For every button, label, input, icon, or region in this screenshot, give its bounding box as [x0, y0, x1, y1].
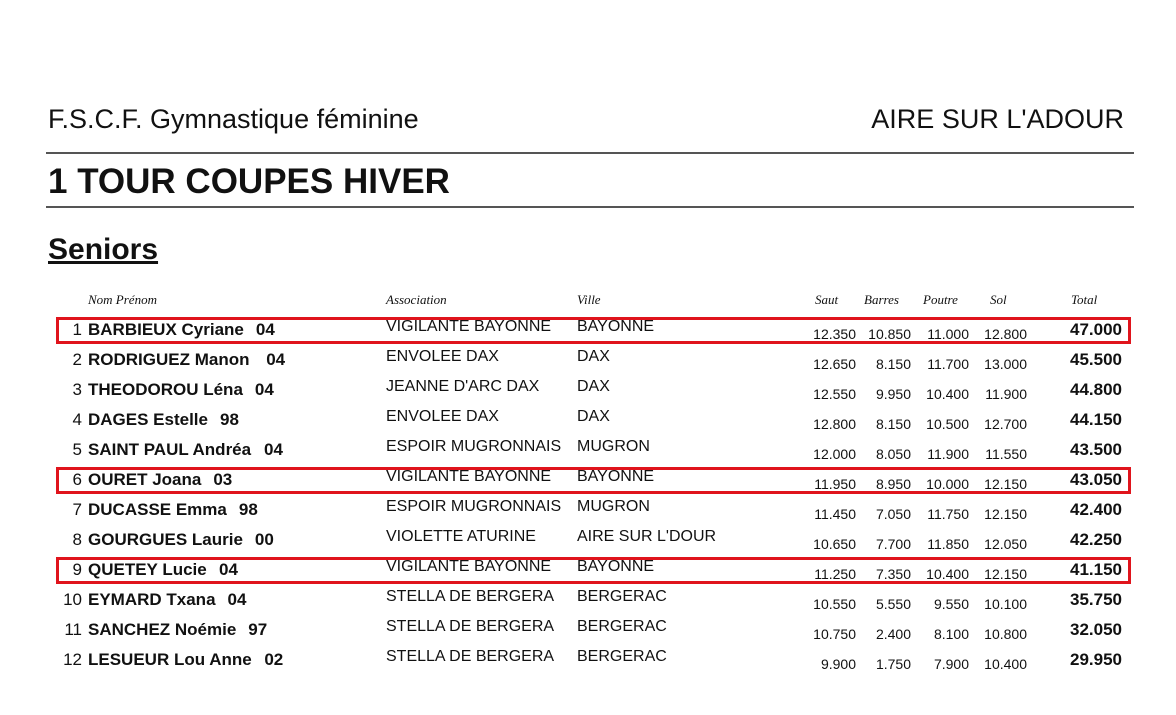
name-cell: RODRIGUEZ Manon [88, 350, 250, 369]
name-cell: DUCASSE Emma [88, 500, 227, 519]
birth-year-cell: 04 [219, 560, 238, 579]
poutre-score: 11.850 [927, 536, 969, 552]
poutre-score: 10.400 [926, 386, 969, 402]
category-heading: Seniors [48, 233, 159, 266]
table-row: 4 DAGES Estelle 98 ENVOLEE DAX DAX 12.800 8.150 10.500 12.700 44.150 [72, 408, 1122, 432]
barres-score: 7.700 [875, 536, 911, 552]
col-header-ville: Ville [577, 292, 601, 307]
sol-score: 12.800 [984, 326, 1027, 342]
ville-cell: DAX [577, 348, 610, 365]
name-cell: SANCHEZ Noémie [88, 620, 237, 639]
barres-score: 9.950 [875, 386, 911, 402]
total-score: 43.050 [1070, 470, 1122, 489]
col-header-poutre: Poutre [923, 292, 958, 307]
association-cell: ESPOIR MUGRONNAIS [386, 498, 562, 515]
total-score: 42.400 [1070, 500, 1122, 519]
association-cell: STELLA DE BERGERA [386, 588, 555, 605]
ville-cell: BAYONNE [577, 318, 655, 335]
header-divider-top [46, 152, 1134, 154]
poutre-score: 10.500 [926, 416, 969, 432]
competition-title: 1 TOUR COUPES HIVER [48, 162, 450, 201]
association-cell: VIOLETTE ATURINE [386, 528, 536, 545]
saut-score: 11.450 [814, 506, 856, 522]
ville-cell: DAX [577, 378, 610, 395]
saut-score: 10.750 [813, 626, 856, 642]
poutre-score: 11.700 [927, 356, 969, 372]
table-row: 8 GOURGUES Laurie 00 VIOLETTE ATURINE AIRE SUR L'DOUR 10.650 7.700 11.850 12.050 42.250 [72, 528, 1122, 552]
total-score: 29.950 [1070, 650, 1122, 669]
header-divider-bottom [46, 206, 1134, 208]
total-score: 35.750 [1070, 590, 1122, 609]
table-row: 10 EYMARD Txana 04 STELLA DE BERGERA BERGERAC 10.550 5.550 9.550 10.100 35.750 [63, 588, 1122, 612]
name-cell: OURET Joana [88, 470, 202, 489]
poutre-score: 11.750 [927, 506, 969, 522]
name-cell: QUETEY Lucie [88, 560, 207, 579]
poutre-score: 10.400 [926, 566, 969, 582]
table-row: 12 LESUEUR Lou Anne 02 STELLA DE BERGERA BERGERAC 9.900 1.750 7.900 10.400 29.950 [63, 648, 1122, 672]
total-score: 41.150 [1070, 560, 1122, 579]
saut-score: 9.900 [820, 656, 856, 672]
barres-score: 8.150 [875, 416, 911, 432]
barres-score: 1.750 [875, 656, 911, 672]
poutre-score: 11.900 [927, 446, 969, 462]
federation-title: F.S.C.F. Gymnastique féminine [48, 104, 419, 134]
association-cell: VIGILANTE BAYONNE [386, 558, 552, 575]
birth-year-cell: 98 [238, 500, 258, 519]
association-cell: VIGILANTE BAYONNE [386, 468, 552, 485]
ville-cell: DAX [577, 408, 610, 425]
ville-cell: BERGERAC [577, 588, 667, 605]
total-score: 43.500 [1070, 440, 1122, 459]
sol-score: 11.900 [985, 386, 1027, 402]
poutre-score: 11.000 [927, 326, 969, 342]
sol-score: 12.150 [984, 506, 1027, 522]
name-cell: SAINT PAUL Andréa [88, 440, 252, 459]
barres-score: 10.850 [868, 326, 911, 342]
association-cell: ENVOLEE DAX [386, 348, 499, 365]
table-row: 9 QUETEY Lucie 04 VIGILANTE BAYONNE BAYONNE 11.250 7.350 10.400 12.150 41.150 [72, 558, 1122, 582]
name-cell: EYMARD Txana [88, 590, 216, 609]
saut-score: 10.650 [813, 536, 856, 552]
poutre-score: 7.900 [933, 656, 969, 672]
saut-score: 11.950 [814, 476, 856, 492]
ville-cell: AIRE SUR L'DOUR [577, 528, 717, 545]
saut-score: 10.550 [813, 596, 856, 612]
barres-score: 5.550 [875, 596, 911, 612]
sol-score: 12.050 [984, 536, 1027, 552]
table-row: 2 RODRIGUEZ Manon 04 ENVOLEE DAX DAX 12.650 8.150 11.700 13.000 45.500 [72, 348, 1122, 372]
barres-score: 7.350 [875, 566, 911, 582]
birth-year-cell: 04 [255, 320, 275, 339]
association-cell: ENVOLEE DAX [386, 408, 499, 425]
total-score: 44.800 [1070, 380, 1122, 399]
col-header-saut: Saut [815, 292, 839, 307]
ville-cell: BERGERAC [577, 648, 667, 665]
birth-year-cell: 04 [227, 590, 247, 609]
ville-cell: MUGRON [577, 438, 650, 455]
saut-score: 11.250 [814, 566, 856, 582]
name-cell: THEODOROU Léna [88, 380, 243, 399]
sol-score: 10.100 [984, 596, 1027, 612]
birth-year-cell: 98 [219, 410, 239, 429]
barres-score: 2.400 [875, 626, 911, 642]
location-title: AIRE SUR L'ADOUR [871, 104, 1124, 134]
name-cell: BARBIEUX Cyriane [88, 320, 244, 339]
saut-score: 12.000 [813, 446, 856, 462]
ville-cell: BAYONNE [577, 558, 655, 575]
birth-year-cell: 04 [254, 380, 274, 399]
total-score: 44.150 [1070, 410, 1122, 429]
col-header-sol: Sol [990, 292, 1007, 307]
birth-year-cell: 03 [213, 470, 233, 489]
sol-score: 11.550 [985, 446, 1027, 462]
table-row: 11 SANCHEZ Noémie 97 STELLA DE BERGERA BERGERAC 10.750 2.400 8.100 10.800 32.050 [64, 618, 1122, 642]
association-cell: STELLA DE BERGERA [386, 618, 555, 635]
col-header-association: Association [386, 292, 447, 307]
saut-score: 12.800 [813, 416, 856, 432]
saut-score: 12.650 [813, 356, 856, 372]
total-score: 32.050 [1070, 620, 1122, 639]
col-header-name: Nom Prénom [88, 292, 157, 307]
total-score: 45.500 [1070, 350, 1122, 369]
ville-cell: BAYONNE [577, 468, 655, 485]
saut-score: 12.550 [813, 386, 856, 402]
barres-score: 8.150 [875, 356, 911, 372]
poutre-score: 10.000 [926, 476, 969, 492]
birth-year-cell: 97 [248, 620, 268, 639]
birth-year-cell: 04 [264, 440, 283, 459]
total-score: 47.000 [1070, 320, 1122, 339]
ville-cell: BERGERAC [577, 618, 667, 635]
name-cell: GOURGUES Laurie [88, 530, 243, 549]
sol-score: 12.700 [984, 416, 1027, 432]
table-row: 1 BARBIEUX Cyriane 04 VIGILANTE BAYONNE BAYONNE 12.350 10.850 11.000 12.800 47.000 [72, 318, 1122, 342]
association-cell: ESPOIR MUGRONNAIS [386, 438, 562, 455]
name-cell: LESUEUR Lou Anne [88, 650, 252, 669]
association-cell: VIGILANTE BAYONNE [386, 318, 552, 335]
table-row: 5 SAINT PAUL Andréa 04 ESPOIR MUGRONNAIS MUGRON 12.000 8.050 11.900 11.550 43.500 [72, 438, 1122, 462]
birth-year-cell: 04 [266, 350, 286, 369]
table-row: 3 THEODOROU Léna 04 JEANNE D'ARC DAX DAX 12.550 9.950 10.400 11.900 44.800 [72, 378, 1122, 402]
sol-score: 10.800 [984, 626, 1027, 642]
sol-score: 12.150 [984, 566, 1027, 582]
saut-score: 12.350 [813, 326, 856, 342]
association-cell: JEANNE D'ARC DAX [386, 378, 540, 395]
barres-score: 8.050 [875, 446, 911, 462]
sol-score: 12.150 [984, 476, 1027, 492]
ville-cell: MUGRON [577, 498, 650, 515]
poutre-score: 9.550 [933, 596, 969, 612]
total-score: 42.250 [1070, 530, 1122, 549]
barres-score: 8.950 [875, 476, 911, 492]
association-cell: STELLA DE BERGERA [386, 648, 555, 665]
table-row: 6 OURET Joana 03 VIGILANTE BAYONNE BAYONNE 11.950 8.950 10.000 12.150 43.050 [72, 468, 1122, 492]
birth-year-cell: 02 [264, 650, 284, 669]
table-row: 7 DUCASSE Emma 98 ESPOIR MUGRONNAIS MUGRON 11.450 7.050 11.750 12.150 42.400 [72, 498, 1122, 522]
birth-year-cell: 00 [254, 530, 274, 549]
col-header-barres: Barres [864, 292, 899, 307]
sol-score: 10.400 [984, 656, 1027, 672]
col-header-total: Total [1071, 292, 1098, 307]
barres-score: 7.050 [875, 506, 911, 522]
sol-score: 13.000 [984, 356, 1027, 372]
name-cell: DAGES Estelle [88, 410, 208, 429]
poutre-score: 8.100 [933, 626, 969, 642]
